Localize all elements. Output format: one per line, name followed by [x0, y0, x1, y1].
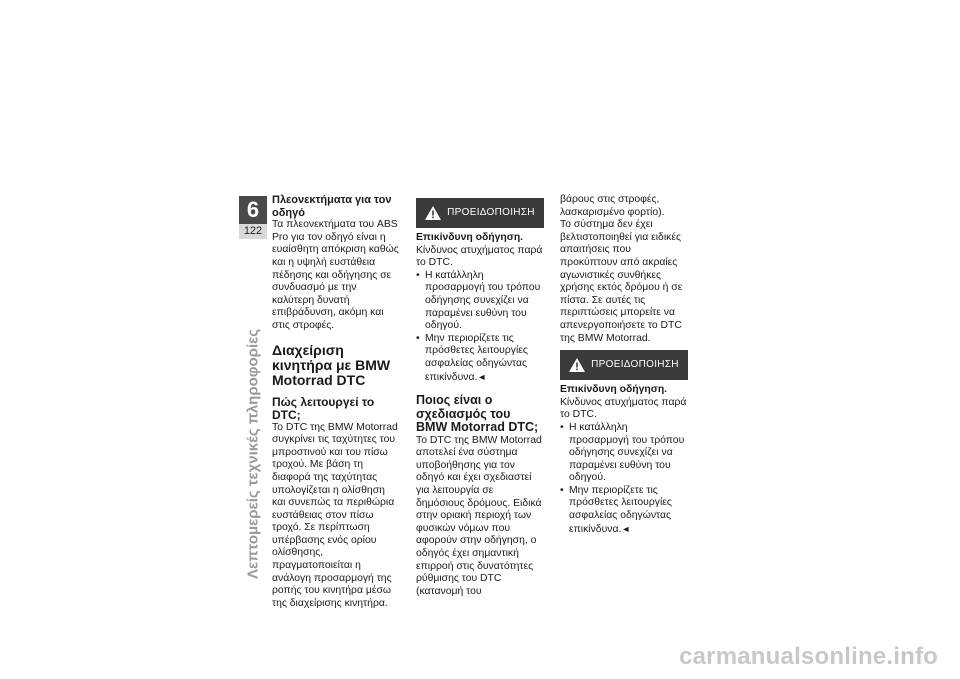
chapter-number: 6: [239, 196, 267, 224]
warning-triangle-icon: [425, 206, 441, 220]
list-item: • Μην περιορίζετε τις πρόσθετες λειτουργίες ασφαλείας οδηγώντας επικίνδυνα.◄: [560, 485, 688, 536]
warning-bold: Επικίνδυνη οδήγηση.: [560, 384, 668, 396]
warning-bold: Επικίνδυνη οδήγηση.: [416, 232, 524, 243]
warning-triangle-icon: [569, 358, 585, 372]
text-column-1: [272, 194, 400, 610]
list-item: • Η κατάλληλη προσαρμογή του τρόπου οδήγησης συνεχίζει να παραμένει ευθύνη του οδηγού.: [416, 270, 544, 333]
list-item: • Η κατάλληλη προσαρμογή του τρόπου οδήγησης συνεχίζει να παραμένει ευθύνη του οδηγού.: [560, 422, 688, 485]
heading-dtc-design: Ποιος είναι ο σχεδιασμός του BMW Motorrad DTC;: [416, 393, 539, 435]
paragraph-dtc-design: Το DTC της BMW Motorrad αποτελεί ένα σύστημα υποβοήθησης για τον οδηγό και έχει σχεδιαστεί για λειτουργία σε δημόσιους δρόμους. Ειδικά στην οριακή περιοχή των φυσικών νόμων που αφορούν στην οδήγηση, ο οδηγός έχει σημαντική επιρροή στις δυνατότητες ρύθμισης του DTC (κατανομή του: [416, 434, 542, 597]
text-column-3: [560, 194, 688, 536]
paragraph-dtc-function: Το DTC της BMW Motorrad συγκρίνει τις ταχύτητες του μπροστινού και του πίσω τροχού. Με βάση τη διαφορά της ταχύτητας υπολογίζεται η ολίσθηση και συνεπώς τα περιθώρια ευστάθειας στον πίσω τροχό. Σε περίπτωση υπέρβασης ενός ορίου ολίσθησης, πραγματοποιείται η ανάλογη προσαρμογή της ροπής του κινητήρα μέσω της διαχείρισης κινητήρα.: [272, 421, 398, 609]
end-mark: ◄: [477, 371, 487, 382]
warning-title: ΠΡΟΕΙΔΟΠΟΙΗΣΗ: [447, 206, 535, 218]
warning-title: ΠΡΟΕΙΔΟΠΟΙΗΣΗ: [591, 358, 679, 370]
paragraph-abs-benefits: Τα πλεονεκτήματα του ABS Pro για τον οδηγό είναι η ευαίσθητη απόκριση καθώς και η υψηλή ευστάθεια πέδησης και οδήγησης σε συνδυασμό με την καλύτερη δυνατή επιβράδυνση, ακόμη και στις στροφές.: [272, 219, 399, 331]
list-item: • Μην περιορίζετε τις πρόσθετες λειτουργίες ασφαλείας οδηγώντας επικίνδυνα.◄: [416, 333, 544, 384]
warning-bullet-list: [560, 422, 688, 536]
heading-driver-benefits: Πλεονεκτήματα για τον οδηγό: [272, 194, 392, 219]
paragraph-continued: βάρους στις στροφές, λασκαρισμένο φορτίο).: [560, 194, 665, 218]
warning-bullet-list: [416, 270, 544, 384]
warning-banner: [416, 198, 544, 228]
page-number: 122: [239, 224, 267, 239]
heading-how-dtc-works: Πώς λειτουργεί το DTC;: [272, 394, 375, 422]
warning-banner: [560, 350, 688, 380]
chapter-title: Λεπτομερείς τεχνικές πληροφορίες: [244, 328, 262, 580]
paragraph-system-limits: Το σύστημα δεν έχει βελτιστοποιηθεί για ειδικές απαιτήσεις που προκύπτουν από ακραίες αγωνιστικές συνθήκες χρήσης εκτός δρόμου ή σε πίστα. Σε αυτές τις περιπτώσεις μπορείτε να απενεργοποιήσετε το DTC της BMW Motorrad.: [560, 219, 683, 344]
watermark-text: carmanualsonline.info: [679, 643, 938, 670]
end-mark: ◄: [621, 523, 631, 534]
heading-engine-management-dtc: Διαχείριση κινητήρα με BMW Motorrad DTC: [272, 341, 391, 388]
text-column-2: [416, 194, 544, 598]
warning-text: Κίνδυνος ατυχήματος παρά το DTC.: [560, 396, 687, 421]
warning-text: Κίνδυνος ατυχήματος παρά το DTC.: [416, 244, 543, 269]
